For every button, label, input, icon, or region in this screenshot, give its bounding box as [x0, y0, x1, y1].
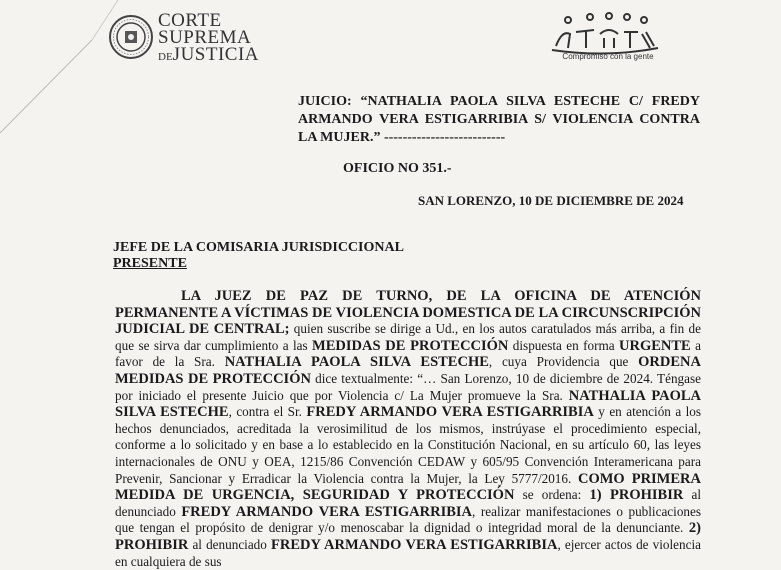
body-s9: ORDENA MEDIDAS DE PROTECCIÓN — [115, 354, 701, 387]
place-date: SAN LORENZO, 10 DE DICIEMBRE DE 2024 — [418, 193, 684, 208]
body-s7: NATHALIA PAOLA SILVA ESTECHE — [224, 354, 489, 371]
body-s21: 2) PROHIBIR — [115, 520, 701, 553]
oficio-number: OFICIO NO 351.- — [343, 161, 452, 176]
body-s8: , cuya Providencia que — [488, 354, 639, 370]
body-s24: , ejercer actos de violencia en cualquiera de sus — [115, 536, 701, 569]
body-s15: COMO PRIMERA MEDIDA DE URGENCIA, SEGURIDAD Y PROTECCIÓN — [115, 470, 701, 504]
body-s3: MEDIDAS DE PROTECCIÓN — [312, 337, 509, 354]
body-s20: , realizar manifestaciones o publicaciones que tengan el propósito de denigrar y/o menoscabar la dignidad o integridad moral de la denunciante. — [115, 503, 701, 536]
body-s14: y en atención a los hechos denunciados, acreditada la verosimilitud de los mismos, instrúyase el procedimiento especial, conforme a lo solicitado y en base a lo establecido en la Constitución Nacional, en su artículo 60, las leyes internacionales de ONU y OEA, 1215/86 Convención CEDAW y 605/95 Convención Interamericana para Prevenir, Sancionar y Erradicar la Violencia contra la Mujer, la Ley 5777/2016. — [115, 404, 702, 486]
body-s5: URGENTE — [619, 337, 691, 354]
body-s11: NATHALIA PAOLA SILVA ESTECHE — [115, 387, 701, 421]
body-paragraph — [115, 288, 701, 570]
body-text — [115, 288, 701, 570]
body-s1: LA JUEZ DE PAZ DE TURNO, DE LA OFICINA DE ATENCIÓN PERMANENTE A VÍCTIMAS DE VIOLENCIA DOMESTICA DE LA CIRCUNSCRIPCIÓN JUDICIAL DE CENTRAL; — [115, 288, 701, 338]
paper-fold-line — [0, 0, 120, 140]
recipient-presente: PRESENTE — [113, 256, 187, 271]
court-seal-icon — [108, 14, 154, 60]
body-s4: dispuesta en forma — [508, 337, 620, 353]
court-logo-text — [158, 12, 259, 66]
recipient-block — [113, 240, 404, 272]
body-s2: quien suscribe se dirige a Ud., en los autos caratulados más arriba, a fin de que se sirva dar cumplimiento a las — [115, 321, 702, 353]
body-s23: FREDY ARMANDO VERA ESTIGARRIBIA — [271, 536, 558, 553]
body-s22: al denunciado — [188, 536, 271, 552]
body-s10: dice textualmente: “… San Lorenzo, 10 de diciembre de 2024. Téngase por iniciado el presente Juicio que por Violencia c/ La Mujer promueve la Sra. — [115, 370, 701, 403]
court-line3-prefix: DE — [158, 51, 173, 63]
court-line2: SUPREMA — [158, 27, 252, 48]
body-s17: 1) PROHIBIR — [589, 487, 684, 504]
case-title: JUICIO: “NATHALIA PAOLA SILVA ESTECHE C/ FREDY ARMANDO VERA ESTIGARRIBIA S/ VIOLENCIA CONTRA LA MUJER.” -------------------------- — [298, 94, 700, 145]
logo-tagline: Compromiso con la gente — [562, 52, 654, 61]
body-s6: a favor de la Sra. — [115, 337, 701, 370]
recipient-title: JEFE DE LA COMISARIA JURISDICCIONAL — [113, 240, 404, 255]
body-s12: , contra el Sr. — [228, 404, 307, 420]
court-line1: CORTE — [158, 10, 222, 31]
body-s16: se ordena: — [514, 487, 590, 503]
body-s18: al denunciado — [115, 487, 701, 519]
court-line3: JUSTICIA — [172, 44, 260, 65]
body-s13: FREDY ARMANDO VERA ESTIGARRIBIA — [306, 404, 594, 421]
body-s19: FREDY ARMANDO VERA ESTIGARRIBIA — [181, 503, 473, 520]
